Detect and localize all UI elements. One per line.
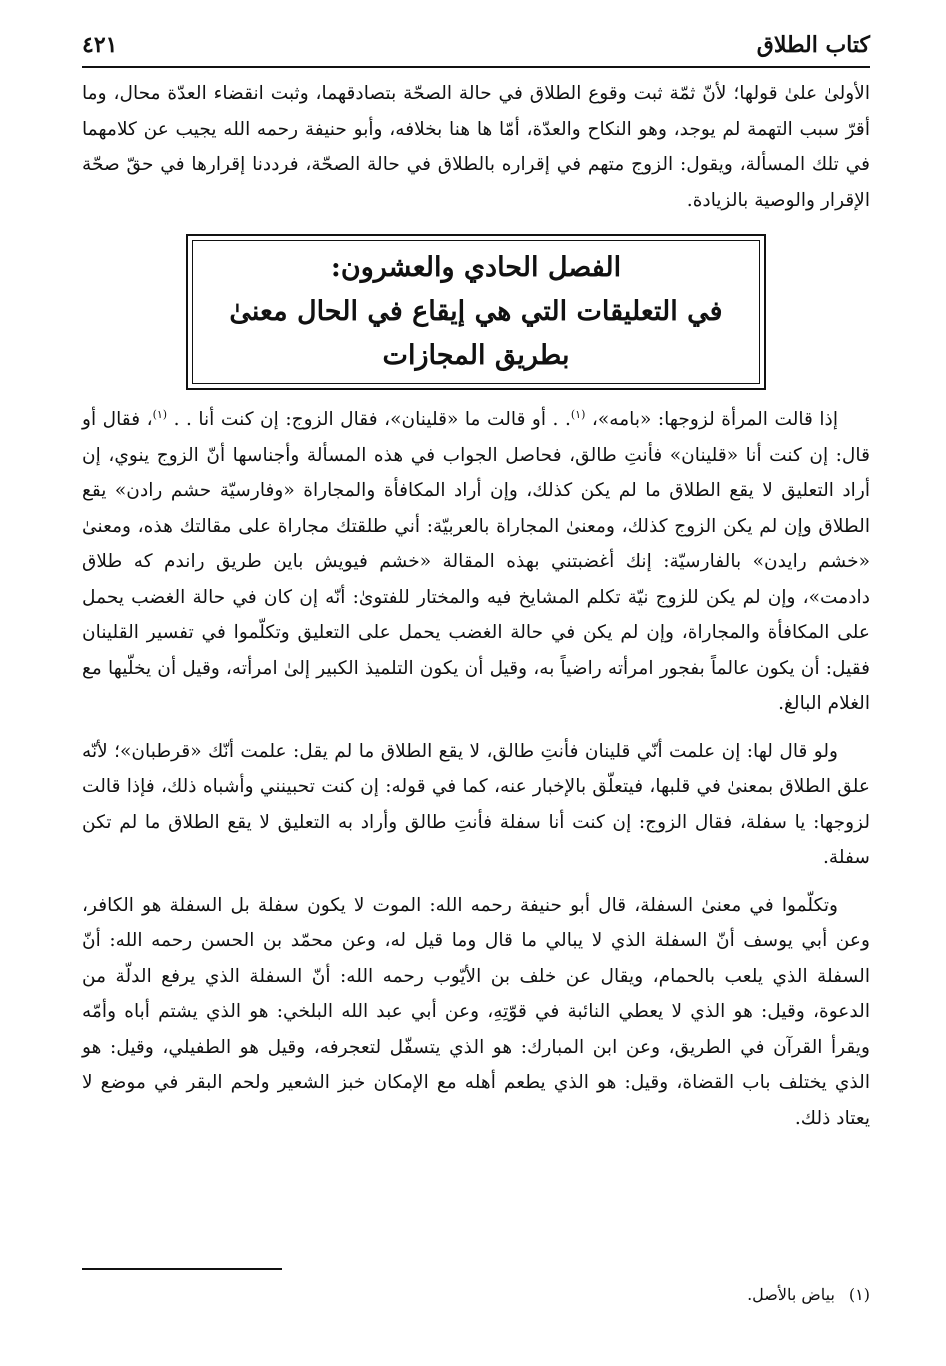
paragraph-2-part-c: ، فقال أو قال: إن كنت أنا «قلينان» فأنتِ طالق، فحاصل الجواب في هذه المسألة وأجناسها أنّ الزوج ينوي، إن أراد التعليق لا يقع الطلاق ما لم يكن كذلك، وإن أراد المكافأة والمجاراة «وفارسيّة حشم رادن» يقع الطلاق وإن لم يكن الزوج كذلك، ومعنىٰ المجاراة بالعربيّة: أني طلقتك مجاراة على مقالتك هذه، ومعنىٰ «خشم رايدن» بالفارسيّة: إنك أغضبتني بهذه المقالة «خشم فيويش باين طريق راندم كه طلاق دادمت»، وإن لم يكن للزوج نيّة تكلم المشايخ فيه والمختار للفتوىٰ: أنّه إن كان في حالة الغضب يحمل على المكافأة والمجاراة، وإن لم يكن في حالة الغضب يحمل على التعليق وتكلّموا في تفسير القلينان فقيل: أن يكون عالماً بفجور امرأته راضياً به، وقيل أن يكون التلميذ الكبير إلىٰ امرأته، وقيل أن يخلّيها مع الغلام البالغ. (82, 409, 870, 714)
paragraph-2 (82, 402, 870, 722)
chapter-heading-box (186, 234, 766, 390)
footnote-ref-1: (١) (570, 407, 586, 421)
footnote-text: بياض بالأصل. (747, 1285, 835, 1304)
paragraph-2-part-a: إذا قالت المرأة لزوجها: «بامه»، (585, 409, 839, 430)
footnote-divider (82, 1268, 282, 1270)
chapter-title-line-1: الفصل الحادي والعشرون: (330, 252, 622, 283)
footnote (82, 1280, 870, 1310)
paragraph-gap (82, 876, 870, 888)
footnote-number: (١) (848, 1285, 870, 1304)
paragraph-4: وتكلّموا في معنىٰ السفلة، قال أبو حنيفة رحمه الله: الموت لا يكون سفلة بل السفلة هو الكافر، وعن أبي يوسف أنّ السفلة الذي لا يبالي ما قال وما قيل له، وعن محمّد بن الحسن رحمه الله: أنّ السفلة الذي يلعب بالحمام، ويقال عن خلف بن الأيّوب رحمه الله: أنّ السفلة الذي يرفع الدلّة من الدعوة، وقيل: هو الذي لا يعطي النائبة في قوّتِهِ، وعن أبي عبد الله البلخي: هو الذي يشتم أباه وأمّه ويقرأ القرآن في الطريق، وعن ابن المبارك: هو الذي يتسفّل لتعجرفه، وقيل هو الطفيلي، وقيل: هو الذي يختلف باب القضاة، وقيل: هو الذي يطعم أهله مع الإمكان خبز الشعير ولحم البقر في موضع لا يعتاد ذلك. (82, 894, 870, 1129)
chapter-title-line-3: بطريق المجازات (382, 340, 570, 371)
chapter-heading-inner-frame (192, 240, 760, 384)
paragraph-1: الأولىٰ علىٰ قولها؛ لأنّ ثمّة ثبت وقوع الطلاق في حالة الصحّة بتصادقهما، وثبت انقضاء العدّة محال، وما أقرّ سبب التهمة لم يوجد، وهو النكاح والعدّة، أمّا ها هنا بخلافه، وأبو حنيفة رحمه الله يجيب عن كلامهما في تلك المسألة، ويقول: الزوج متهم في إقراره بالطلاق في حالة الصحّة، فرددنا إقرارها في حقّ صحّة الإقرار والوصية بالزيادة. (82, 83, 870, 211)
page-header (82, 26, 870, 68)
chapter-title-line-2: في التعليقات التي هي إيقاع في الحال معنىٰ (229, 296, 723, 327)
footnote-ref-2: (١) (152, 407, 168, 421)
paragraph-3: ولو قال لها: إن علمت أنّي قلينان فأنتِ طالق، لا يقع الطلاق ما لم يقل: علمت أنّك «قرطبان»؛ لأنّه علق الطلاق بمعنىٰ في قلبها، فيتعلّق بالإخبار عنه، كما في قوله: إن كنت تحبينني وأشباه ذلك، فإذا قالت لزوجها: يا سفلة، فقال الزوج: إن كنت أنا سفلة فأنتِ طالق وأراد به التعليق لا يقع الطلاق ما لم تكن سفلة. (82, 740, 870, 868)
paragraph-gap (82, 722, 870, 734)
page-number: ٤٢١ (82, 32, 118, 58)
book-page (82, 26, 870, 1346)
paragraph-2-part-b: . . أو قالت ما «قلينان»، فقال الزوج: إن كنت أنا . . (167, 409, 571, 430)
running-head: كتاب الطلاق (756, 32, 870, 58)
